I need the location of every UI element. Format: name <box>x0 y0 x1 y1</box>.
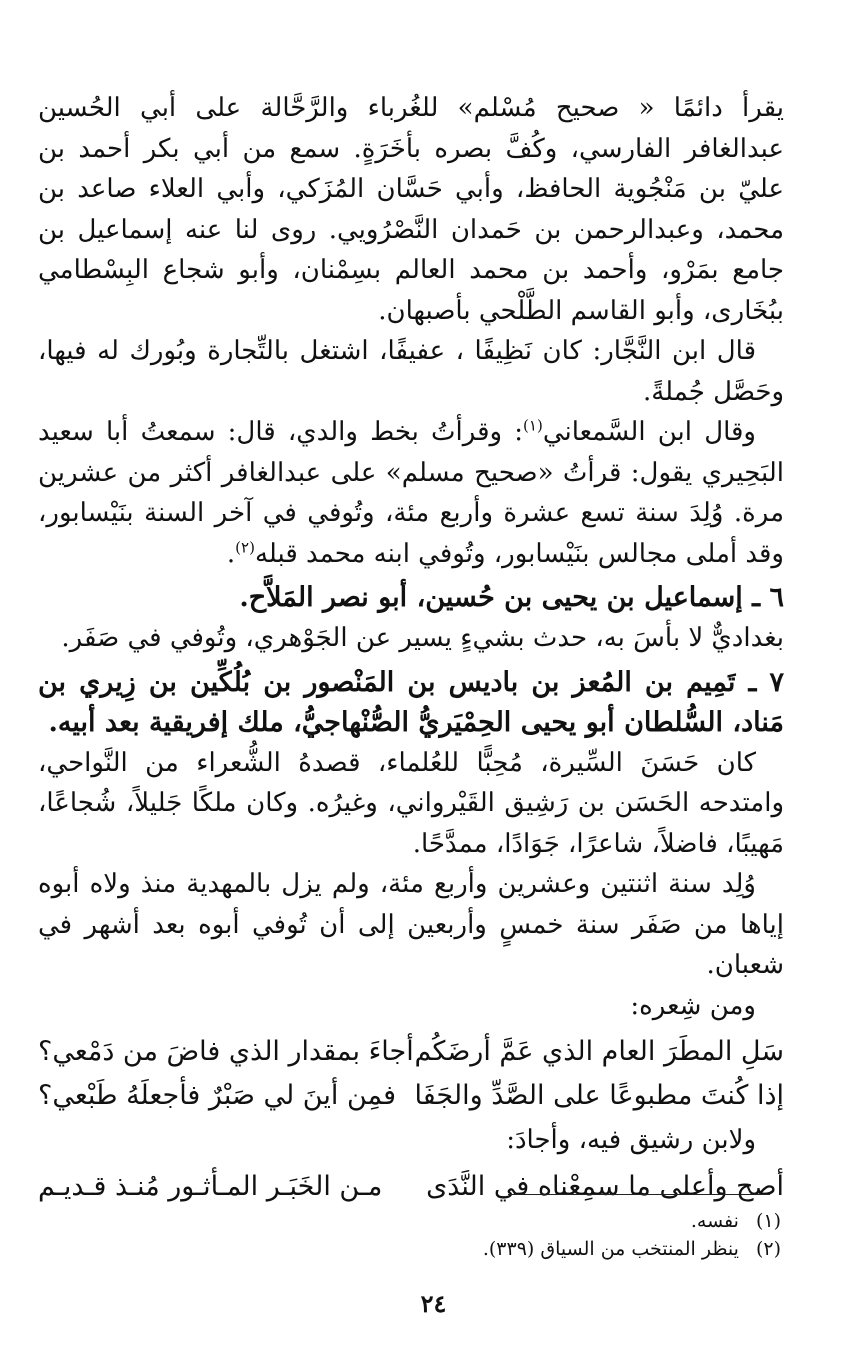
paragraph-3-middle: : وقرأتُ بخط والدي، قال: سمعتُ أبا سعيد البَحِيري يقول: قرأتُ «صحيح مسلم» على عبدالغافر أكثر من عشرين مرة. وُلِدَ سنة تسع عشرة وأربع مئة، وتُوفي في آخر السنة بنَيْسابور، وقد أملى مجالس بنَيْسابور، وتُوفي ابنه محمد قبله <box>38 417 784 569</box>
paragraph-2: قال ابن النَّجَّار: كان نَظِيفًا ، عفيفًا، اشتغل بالتِّجارة وبُورك له فيها، وحَصَّل جُملةً. <box>38 336 784 407</box>
verse-3-first-hemistich: أصح وأعلى ما سمِعْناه في النَّدَى <box>426 1170 784 1202</box>
poem-block-1 <box>38 1030 784 1118</box>
paragraph-6: وُلِد سنة اثنتين وعشرين وأربع مئة، ولم يزل بالمهدية منذ ولاه أبوه إياها من صَفَر سنة خمسٍ وأربعين إلى أن تُوفي أبوه بعد أشهر في شعبان. <box>38 869 784 980</box>
footnote-1 <box>483 1207 781 1235</box>
paragraph-3-end: . <box>226 538 236 569</box>
paragraph-5: كان حَسَنَ السِّيرة، مُحِبًّا للعُلماء، قصدهُ الشُّعراء من النَّواحي، وامتدحه الحَسَن بن رَشِيق القَيْرواني، وغيرُه. وكان ملكًا جَليلاً، شُجاعًا، مَهيبًا، فاضلاً، شاعرًا، جَوَادًا، ممدَّحًا. <box>38 747 784 859</box>
verse-2-second-hemistich: فمِن أينَ لي صَبْرٌ فأجعلَهُ طَبْعي؟ <box>38 1080 397 1111</box>
paragraph-3-start: وقال ابن السَّمعاني <box>542 417 756 447</box>
paragraph-1: يقرأ دائمًا « صحيح مُسْلم» للغُرباء والرَّحَّالة على أبي الحُسين عبدالغافر الفارسي، وكُفَّ بصره بأخَرَةٍ. سمع من أبي بكر أحمد بن عليّ بن مَنْجُوية الحافظ، وأبي حَسَّان المُزَكي، وأبي العلاء صاعد بن محمد، وعبدالرحمن بن حَمدان النَّصْرُويي. روى لنا عنه إسماعيل بن جامع بمَرْو، وأحمد بن محمد العالم بسِمْنان، وأبو شجاع البِسْطامي ببُخَارى، وأبو القاسم الطَّلْحي بأصبهان. <box>38 93 784 326</box>
page-number: ٢٤ <box>420 1289 447 1318</box>
paragraph-7: ومن شِعره: <box>630 990 756 1021</box>
verse-2-first-hemistich: إذا كُنتَ مطبوعًا على الصَّدِّ والجَفَا <box>414 1080 784 1111</box>
poem-block-2 <box>38 1165 784 1209</box>
footnote-ref-1: (١) <box>523 416 543 435</box>
verse-line-3 <box>38 1165 784 1209</box>
verse-3-second-hemistich: مـن الخَبَـر المـأثـور مُنـذ قـديـم <box>38 1170 383 1202</box>
footnotes <box>483 1207 781 1263</box>
footnote-1-text: نفسه. <box>690 1210 739 1232</box>
paragraph-4: بغداديٌّ لا بأسَ به، حدث بشيءٍ يسير عن الجَوْهري، وتُوفي في صَفَر. <box>61 623 784 653</box>
paragraph-3 <box>38 412 784 574</box>
verse-line-2 <box>38 1074 784 1118</box>
footnote-ref-2: (٢) <box>235 537 255 556</box>
verse-line-1 <box>38 1030 784 1074</box>
footnote-2-number: (٢) <box>755 1238 781 1260</box>
footnote-1-number: (١) <box>755 1210 781 1232</box>
verse-1-first-hemistich: سَلِ المطَرَ العام الذي عَمَّ أرضَكُم <box>414 1036 784 1067</box>
footnote-2-text: ينظر المنتخب من السياق (٣٣٩). <box>482 1238 739 1260</box>
footnote-divider <box>508 1194 770 1195</box>
footnote-2 <box>483 1235 781 1263</box>
paragraph-8: ولابن رشيق فيه، وأجادَ: <box>506 1125 756 1155</box>
entry-heading-7: ٧ ـ تَمِيم بن المُعز بن باديس بن المَنْصور بن بُلُكِّين بن زِيري بن مَناد، السُّلطان أبو يحيى الحِمْيَريُّ الصُّنْهاجيُّ، ملك إفريقية بعد أبيه. <box>38 666 784 738</box>
entry-heading-6: ٦ ـ إسماعيل بن يحيى بن حُسين، أبو نصر المَلاَّح. <box>239 582 784 613</box>
page-body <box>38 88 784 1211</box>
verse-1-second-hemistich: أجاءَ بمقدار الذي فاضَ من دَمْعي؟ <box>38 1036 414 1067</box>
